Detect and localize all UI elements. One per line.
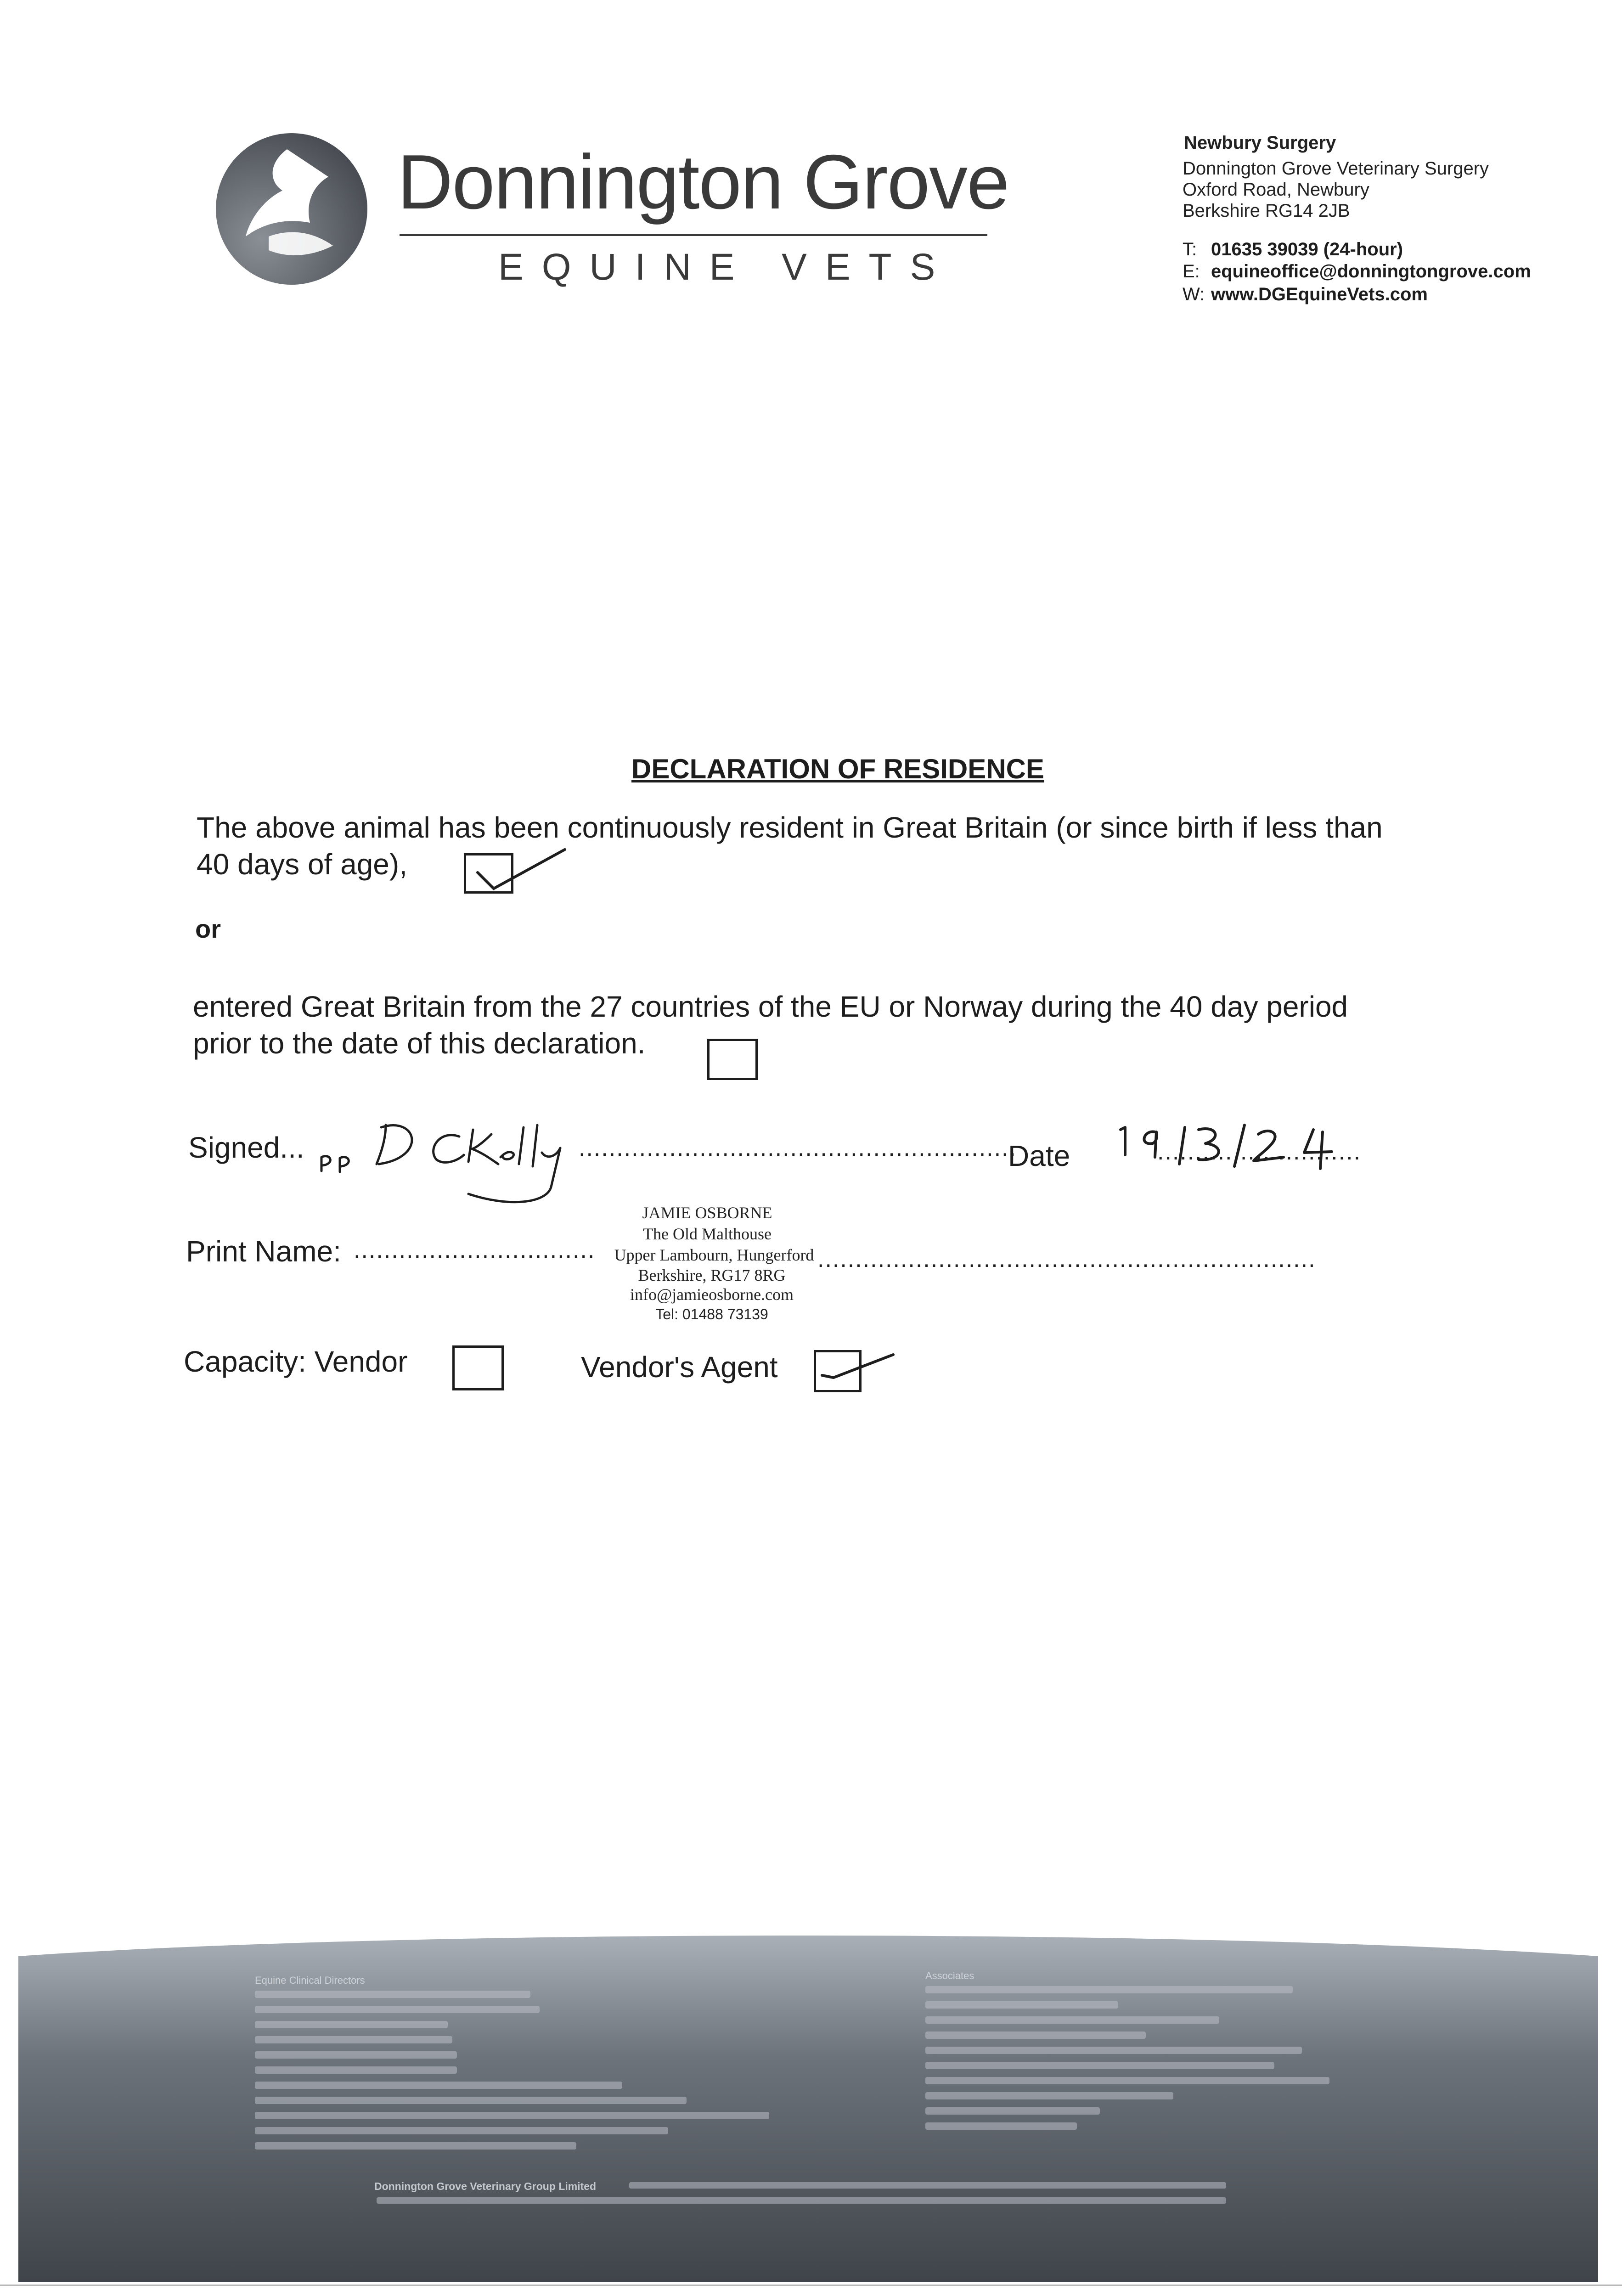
print-name-label: Print Name: (186, 1235, 341, 1268)
stamp-email: info@jamieosborne.com (630, 1285, 794, 1304)
phone-value: 01635 39039 (24-hour) (1211, 239, 1403, 259)
phone-label: T: (1183, 239, 1197, 259)
handwritten-date-image (1111, 1111, 1369, 1176)
vendor-checkbox[interactable] (452, 1345, 504, 1390)
stamp-name: JAMIE OSBORNE (642, 1204, 772, 1222)
web-value: www.DGEquineVets.com (1211, 284, 1428, 304)
contact-phone (1183, 239, 1403, 260)
print-name-line-cont: .................................................................. (817, 1246, 1316, 1272)
footer-band (0, 1919, 1622, 2296)
date-line: ........................... (1157, 1138, 1362, 1165)
stamp-address-line: Berkshire, RG17 8RG (638, 1266, 786, 1284)
footer-directors-heading: Equine Clinical Directors (255, 1975, 365, 1986)
logo-icon (214, 131, 370, 287)
bottom-edge-line (0, 2285, 1622, 2286)
signature-image (317, 1102, 611, 1217)
or-label: or (195, 914, 221, 943)
footer-company-name: Donnington Grove Veterinary Group Limited (374, 2180, 597, 2192)
option-resident-text: The above animal has been continuously resident in Great Britain (or since birth if less than (197, 811, 1383, 844)
surgery-heading: Newbury Surgery (1184, 133, 1336, 153)
contact-email (1183, 261, 1531, 282)
stamp-address-line: The Old Malthouse (643, 1225, 772, 1243)
vendor-agent-label: Vendor's Agent (581, 1351, 778, 1384)
stamp-address-line: Upper Lambourn, Hungerford (614, 1246, 814, 1264)
contact-web (1183, 284, 1428, 305)
signed-label: Signed... (188, 1131, 304, 1164)
option-eu-text: entered Great Britain from the 27 countries of the EU or Norway during the 40 day period (193, 990, 1348, 1023)
footer-associates-heading: Associates (925, 1970, 974, 1981)
surgery-address-line: Berkshire RG14 2JB (1183, 201, 1350, 221)
brand-tagline: EQUINE VETS (498, 246, 954, 288)
email-value: equineoffice@donningtongrove.com (1211, 261, 1531, 281)
option-eu-text-cont: prior to the date of this declaration. (193, 1027, 646, 1060)
eu-checkbox[interactable] (707, 1039, 758, 1080)
email-label: E: (1183, 261, 1200, 281)
form-title: DECLARATION OF RESIDENCE (631, 754, 1044, 784)
date-label: Date (1008, 1139, 1070, 1172)
print-name-line: ................................ (354, 1237, 596, 1263)
surgery-address-line: Oxford Road, Newbury (1183, 180, 1369, 200)
option-resident-text-cont: 40 days of age), (197, 848, 407, 881)
stamp-phone: Tel: 01488 73139 (655, 1306, 768, 1322)
brand-name: Donnington Grove (397, 139, 1009, 225)
vendor-agent-tick-icon (815, 1348, 898, 1389)
brand-divider (400, 234, 987, 236)
signature-line: .......................................................... (579, 1135, 1017, 1161)
resident-tick-icon (473, 845, 569, 895)
capacity-vendor-label: Capacity: Vendor (184, 1345, 408, 1378)
web-label: W: (1183, 284, 1205, 304)
surgery-address-line: Donnington Grove Veterinary Surgery (1183, 158, 1489, 179)
